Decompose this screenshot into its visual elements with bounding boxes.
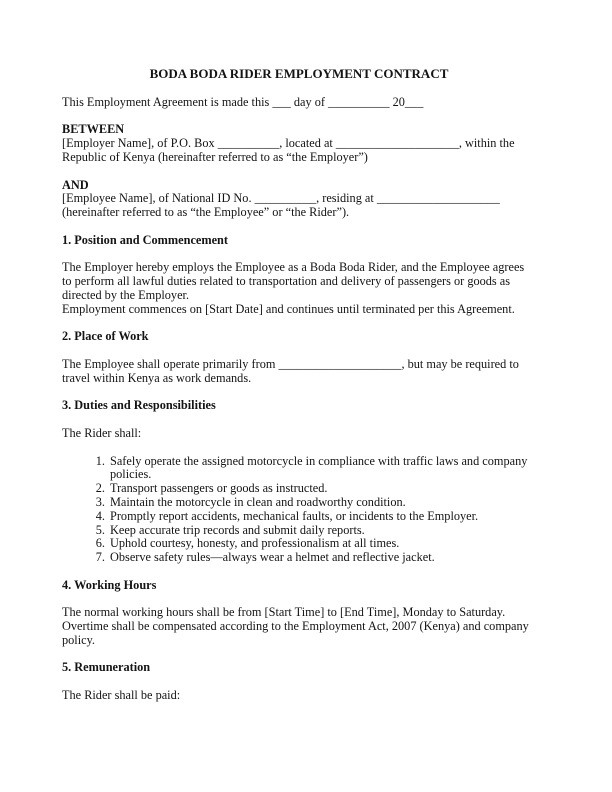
duty-item: 7. Observe safety rules—always wear a helmet and reflective jacket. [108, 551, 536, 565]
section-paragraph: The Rider shall: [62, 425, 142, 440]
employee-line: (hereinafter referred to as “the Employee” or “the Rider”). [62, 205, 350, 220]
employer-line: [Employer Name], of P.O. Box __________, located at ____________________, within the [62, 136, 515, 151]
section-remuneration [62, 661, 536, 702]
section-paragraph: The Employee shall operate primarily from ____________________, but may be required to travel within Kenya as work demands. [62, 356, 519, 385]
and-section [62, 179, 536, 220]
duty-item: 6. Uphold courtesy, honesty, and professionalism at all times. [108, 537, 536, 551]
section-paragraph: The Rider shall be paid: [62, 688, 181, 703]
section-place-of-work [62, 330, 536, 385]
section-paragraph: Employment commences on [Start Date] and continues until terminated per this Agreement. [62, 301, 515, 316]
intro-line: This Employment Agreement is made this ___ day of __________ 20___ [62, 94, 424, 109]
duty-item: 5. Keep accurate trip records and submit daily reports. [108, 524, 536, 538]
section-heading: 2. Place of Work [62, 329, 149, 344]
employee-line: [Employee Name], of National ID No. __________, residing at ____________________ [62, 191, 500, 206]
document-title: BODA BODA RIDER EMPLOYMENT CONTRACT [149, 66, 449, 81]
section-position-and-commencement [62, 234, 536, 317]
between-label: BETWEEN [62, 122, 125, 137]
section-paragraph: The normal working hours shall be from [Start Time] to [End Time], Monday to Saturday. Overtime shall be compensated according to the Employment Act, 2007 (Kenya) and company policy. [62, 605, 529, 647]
between-section [62, 123, 536, 164]
section-paragraph: The Employer hereby employs the Employee as a Boda Boda Rider, and the Employee agrees to perform all lawful duties related to transportation and delivery of passengers or goods as directed by the Employer. [62, 260, 525, 302]
duty-item: 2. Transport passengers or goods as instructed. [108, 482, 536, 496]
duty-item: 3. Maintain the motorcycle in clean and roadworthy condition. [108, 496, 536, 510]
section-heading: 3. Duties and Responsibilities [62, 398, 216, 413]
and-label: AND [62, 177, 89, 192]
duties-list [62, 455, 536, 565]
section-heading: 4. Working Hours [62, 577, 157, 592]
duty-item: 4. Promptly report accidents, mechanical faults, or incidents to the Employer. [108, 510, 536, 524]
section-duties-and-responsibilities [62, 399, 536, 565]
section-working-hours [62, 579, 536, 648]
duty-item: 1. Safely operate the assigned motorcycle in compliance with traffic laws and company policies. [108, 455, 536, 483]
employer-line: Republic of Kenya (hereinafter referred to as “the Employer”) [62, 149, 368, 164]
section-heading: 5. Remuneration [62, 660, 151, 675]
section-heading: 1. Position and Commencement [62, 232, 228, 247]
